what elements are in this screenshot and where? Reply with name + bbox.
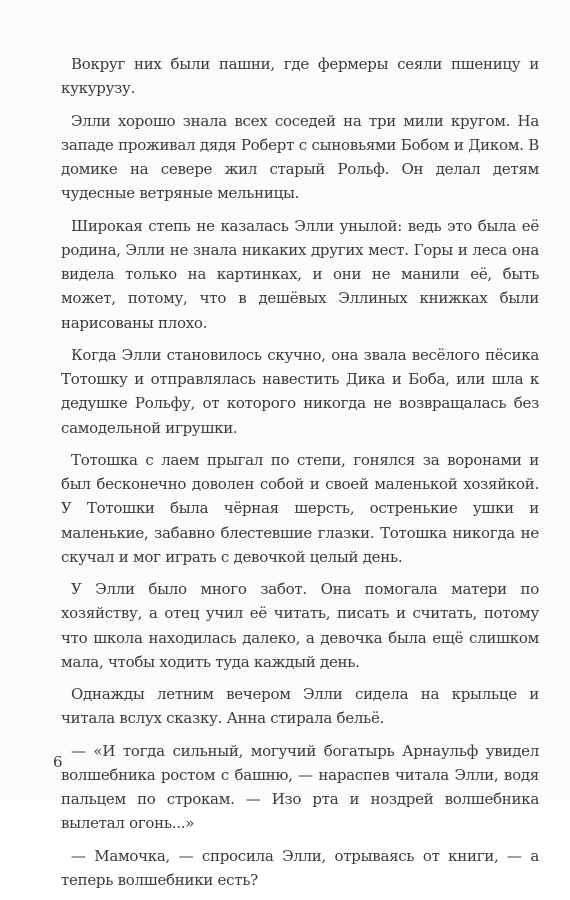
paragraph-2: Элли хорошо знала всех соседей на три мили кругом. На западе проживал дядя Роберт с сыновьями Бобом и Диком. В домике на севере жил старый Рольф. Он делал детям чудесные ветряные мельницы. [61,111,539,203]
page-number: 6 [53,753,63,771]
paragraph-7: Однажды летним вечером Элли сидела на крыльце и читала вслух сказку. Анна стирала бельё. [61,685,539,728]
paragraph-3: Широкая степь не казалась Элли унылой: ведь это была её родина, Элли не знала никаких других мест. Горы и леса она видела только на картинках, и они не манили её, быть может, потому, что в дешёвых Эллиных книжках были нарисованы плохо. [61,216,539,332]
paragraph-8: — «И тогда сильный, могучий богатырь Арнаульф увидел волшебника ростом с башню, — нараспев читала Элли, водя пальцем по строкам. — Изо рта и ноздрей волшебника вылетал огонь...» [61,741,539,833]
paragraph-4: Когда Элли становилось скучно, она звала весёлого пёсика Тотошку и отправлялась навестить Дика и Боба, или шла к дедушке Рольфу, от которого никогда не возвращалась без самодельной игрушки. [61,345,539,437]
paragraph-9: — Мамочка, — спросила Элли, отрываясь от книги, — а теперь волшебники есть? [61,846,539,889]
page-text [61,52,539,900]
paragraph-1: Вокруг них были пашни, где фермеры сеяли пшеницу и кукурузу. [61,55,539,98]
paragraph-5: Тотошка с лаем прыгал по степи, гонялся за воронами и был бесконечно доволен собой и своей маленькой хозяйкой. У Тотошки была чёрная шерсть, остренькие ушки и маленькие, забавно блестевшие глазки. Тотошка никогда не скучал и мог играть с девочкой целый день. [61,450,539,566]
paragraph-6: У Элли было много забот. Она помогала матери по хозяйству, а отец учил её читать, писать и считать, потому что школа находилась далеко, а девочка была ещё слишком мала, чтобы ходить туда каждый день. [61,580,539,671]
